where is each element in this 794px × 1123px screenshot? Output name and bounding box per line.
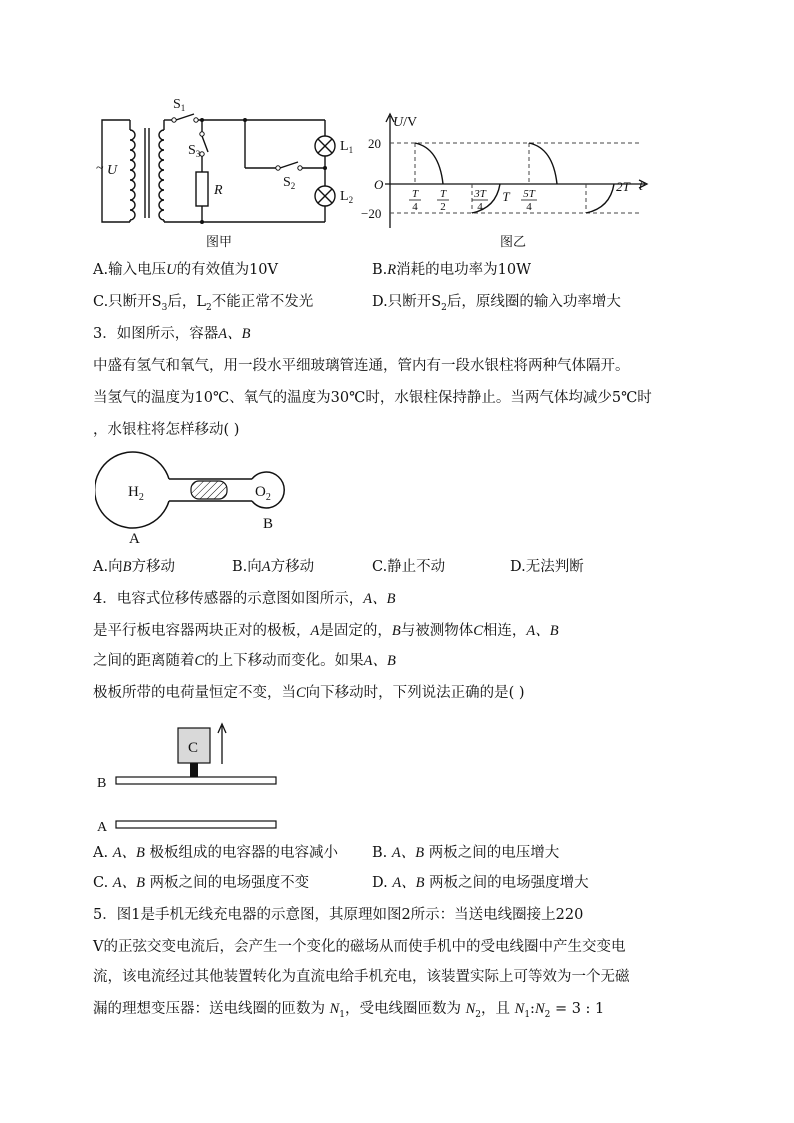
q2-option-d[interactable]: D.只断开$S_2$后，原线圈的输入功率增大 <box>372 294 621 313</box>
q5-line3: 流，该电流经过其他装置转化为直流电给手机充电，该装置实际上可等效为一个无磁 <box>93 969 630 985</box>
s1-label: $S_1$ <box>173 97 186 113</box>
q3-option-b[interactable]: B.向A方移动 <box>232 559 315 575</box>
q4-option-b[interactable]: B. A、B 两板之间的电压增大 <box>372 845 560 861</box>
plate-b-label: B <box>97 776 107 791</box>
s3-label: $S_3$ <box>188 143 201 159</box>
q5-line1: 5．图1是手机无线充电器的示意图，其原理如图2所示：当送电线圈接上220 <box>93 907 584 923</box>
source-tilde: ~ <box>96 161 104 176</box>
r-label: R <box>214 183 223 198</box>
q2-option-b[interactable]: B.R消耗的电功率为10W <box>372 262 531 278</box>
tick-3t4-den: 4 <box>477 201 483 213</box>
container-b-label: B <box>263 516 274 532</box>
figure-caption: 图乙 <box>500 234 527 249</box>
y-axis-label: U/V <box>393 115 418 130</box>
q3-option-d[interactable]: D.无法判断 <box>510 559 584 575</box>
h2-label: $H_2$ <box>128 484 144 503</box>
x-axis-label: t <box>639 179 643 194</box>
o2-label: $O_2$ <box>255 484 271 503</box>
q4-line3: 之间的距离随着C的上下移动而变化。如果A、B <box>93 653 396 669</box>
circuit-diagram <box>90 90 380 255</box>
q3-line4: ，水银柱将怎样移动( ) <box>93 422 240 438</box>
y-tick-20: 20 <box>368 136 381 151</box>
tick-3t4-num: 3T <box>474 188 486 200</box>
q3-option-c[interactable]: C.静止不动 <box>372 559 446 575</box>
q4-option-d[interactable]: D. A、B 两板之间的电场强度增大 <box>372 875 589 891</box>
tick-2t: 2T <box>616 179 630 194</box>
q4-option-c[interactable]: C. A、B 两板之间的电场强度不变 <box>93 875 310 891</box>
q4-line4: 极板所带的电荷量恒定不变，当C向下移动时，下列说法正确的是( ) <box>93 685 525 701</box>
q3-line3: 当氢气的温度为10℃、氧气的温度为30℃时，水银柱保持静止。当两气体均减少5℃时 <box>93 390 652 406</box>
tick-t4-den: 4 <box>412 201 418 213</box>
gas-container-diagram <box>95 448 295 548</box>
object-c-label: C <box>188 740 199 756</box>
q2-option-c[interactable]: C.只断开$S_3$后，$L_2$不能正常不发光 <box>93 294 314 313</box>
figure-caption: 图甲 <box>206 234 233 249</box>
mercury-column <box>191 481 227 499</box>
tick-t: T <box>502 189 510 204</box>
q3-option-a[interactable]: A.向B方移动 <box>93 559 175 575</box>
plate-a-label: A <box>97 820 108 835</box>
tick-t2-den: 2 <box>440 201 446 213</box>
q3-line2: 中盛有氢气和氧气，用一段水平细玻璃管连通，管内有一段水银柱将两种气体隔开。 <box>93 358 630 374</box>
origin-label: O <box>374 177 384 192</box>
q3-line1: 3．如图所示，容器A、B <box>93 326 251 342</box>
q4-line1: 4．电容式位移传感器的示意图如图所示，A、B <box>93 591 396 607</box>
q5-line2: V的正弦交变电流后，会产生一个变化的磁场从而使手机中的受电线圈中产生交变电 <box>93 939 626 955</box>
voltage-waveform <box>355 110 660 250</box>
source-u-label: U <box>107 163 118 178</box>
capacitor-sensor-diagram <box>90 718 290 836</box>
y-tick-neg20: −20 <box>361 206 382 221</box>
q5-line4: 漏的理想变压器：送电线圈的匝数为 $N_1$，受电线圈匝数为 $N_2$，且 $N_1:N_2 = 3$ : 1 <box>93 1001 605 1020</box>
l1-label: $L_1$ <box>340 139 354 155</box>
q4-line2: 是平行板电容器两块正对的极板，A是固定的，B与被测物体C相连，A、B <box>93 623 559 639</box>
tick-t4-num: T <box>411 188 419 200</box>
tick-t2-num: T <box>439 188 447 200</box>
plate-b <box>116 777 276 784</box>
container-a-label: A <box>129 531 140 547</box>
tick-5t4-num: 5T <box>523 188 535 200</box>
tick-5t4-den: 4 <box>526 201 532 213</box>
l2-label: $L_2$ <box>340 189 354 205</box>
s2-label: $S_2$ <box>283 175 296 191</box>
q4-option-a[interactable]: A. A、B 极板组成的电容器的电容减小 <box>93 845 339 861</box>
q2-option-a[interactable]: A.输入电压U的有效值为10V <box>93 262 278 278</box>
plate-a <box>116 821 276 828</box>
